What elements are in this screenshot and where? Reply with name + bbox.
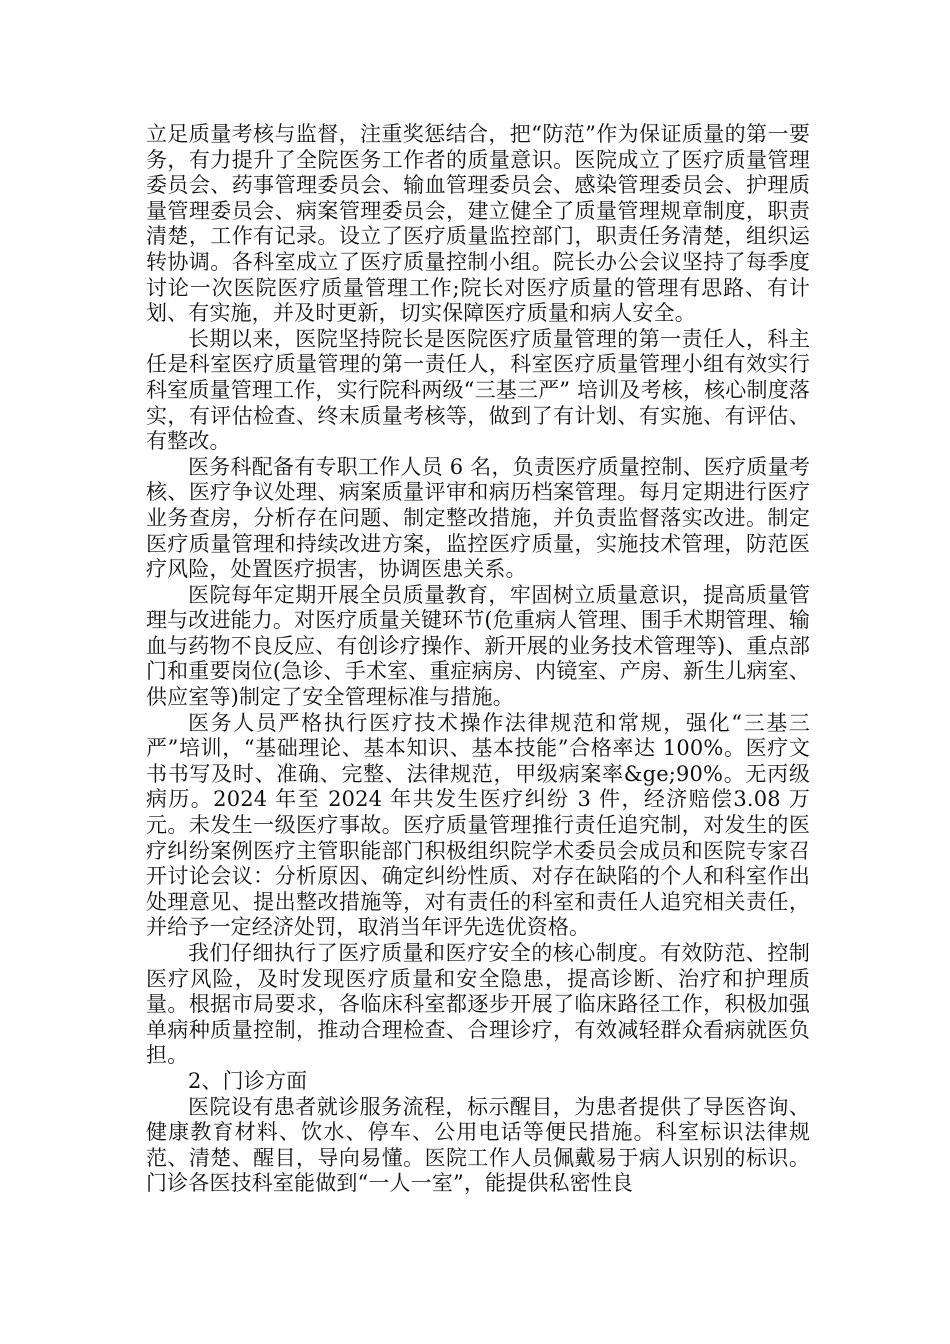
document-page bbox=[146, 122, 810, 1197]
paragraph-quality-supervision: 立足质量考核与监督，注重奖惩结合，把“防范”作为保证质量的第一要务，有力提升了全院医务工作者的质量意识。医院成立了医疗质量管理委员会、药事管理委员会、输血管理委员会、感染管理委员会、护理质量管理委员会、病案管理委员会，建立健全了质量管理规章制度，职责清楚，工作有记录。设立了医疗质量监控部门，职责任务清楚，组织运转协调。各科室成立了医疗质量控制小组。院长办公会议坚持了每季度讨论一次医院医疗质量管理工作;院长对医疗质量的管理有思路、有计划、有实施，并及时更新，切实保障医疗质量和病人安全。 bbox=[146, 122, 810, 326]
paragraph-director-responsibility: 长期以来，医院坚持院长是医院医疗质量管理的第一责任人，科主任是科室医疗质量管理的第一责任人，科室医疗质量管理小组有效实行科室质量管理工作，实行院科两级“三基三严” 培训及考核，核心制度落实，有评估检查、终末质量考核等，做到了有计划、有实施、有评估、有整改。 bbox=[146, 326, 810, 454]
paragraph-technical-standards: 医务人员严格执行医疗技术操作法律规范和常规，强化“三基三严”培训，“基础理论、基本知识、基本技能”合格率达 100%。医疗文书书写及时、准确、完整、法律规范，甲级病案率&ge;90%。无丙级病历。2024 年至 2024 年共发生医疗纠纷 3 件，经济赔偿3.08 万元。未发生一级医疗事故。医疗质量管理推行责任追究制，对发生的医疗纠纷案例医疗主管职能部门积极组织院学术委员会成员和医院专家召开讨论会议：分析原因、确定纠纷性质、对存在缺陷的个人和科室作出处理意见、提出整改措施等，对有责任的科室和责任人追究相关责任，并给予一定经济处罚，取消当年评先选优资格。 bbox=[146, 710, 810, 940]
paragraph-core-system: 我们仔细执行了医疗质量和医疗安全的核心制度。有效防范、控制医疗风险，及时发现医疗质量和安全隐患，提高诊断、治疗和护理质量。根据市局要求，各临床科室都逐步开展了临床路径工作，积极加强单病种质量控制，推动合理检查、合理诊疗，有效减轻群众看病就医负担。 bbox=[146, 941, 810, 1068]
paragraph-medical-affairs-staff: 医务科配备有专职工作人员 6 名，负责医疗质量控制、医疗质量考核、医疗争议处理、病案质量评审和病历档案管理。每月定期进行医疗业务查房，分析存在问题、制定整改措施，并负责监督落实改进。制定医疗质量管理和持续改进方案，监控医疗质量，实施技术管理，防范医疗风险，处置医疗损害，协调医患关系。 bbox=[146, 454, 810, 582]
section-heading-outpatient: 2、门诊方面 bbox=[188, 1068, 308, 1093]
paragraph-outpatient-service: 医院设有患者就诊服务流程，标示醒目，为患者提供了导医咨询、健康教育材料、饮水、停车、公用电话等便民措施。科室标识法律规范、清楚、醒目，导向易懂。医院工作人员佩戴易于病人识别的标识。门诊各医技科室能做到“一人一室”，能提供私密性良 bbox=[146, 1094, 810, 1196]
paragraph-quality-education: 医院每年定期开展全员质量教育，牢固树立质量意识，提高质量管理与改进能力。对医疗质量关键环节(危重病人管理、围手术期管理、输血与药物不良反应、有创诊疗操作、新开展的业务技术管理等)、重点部门和重要岗位(急诊、手术室、重症病房、内镜室、产房、新生儿病室、供应室等)制定了安全管理标准与措施。 bbox=[146, 582, 810, 710]
